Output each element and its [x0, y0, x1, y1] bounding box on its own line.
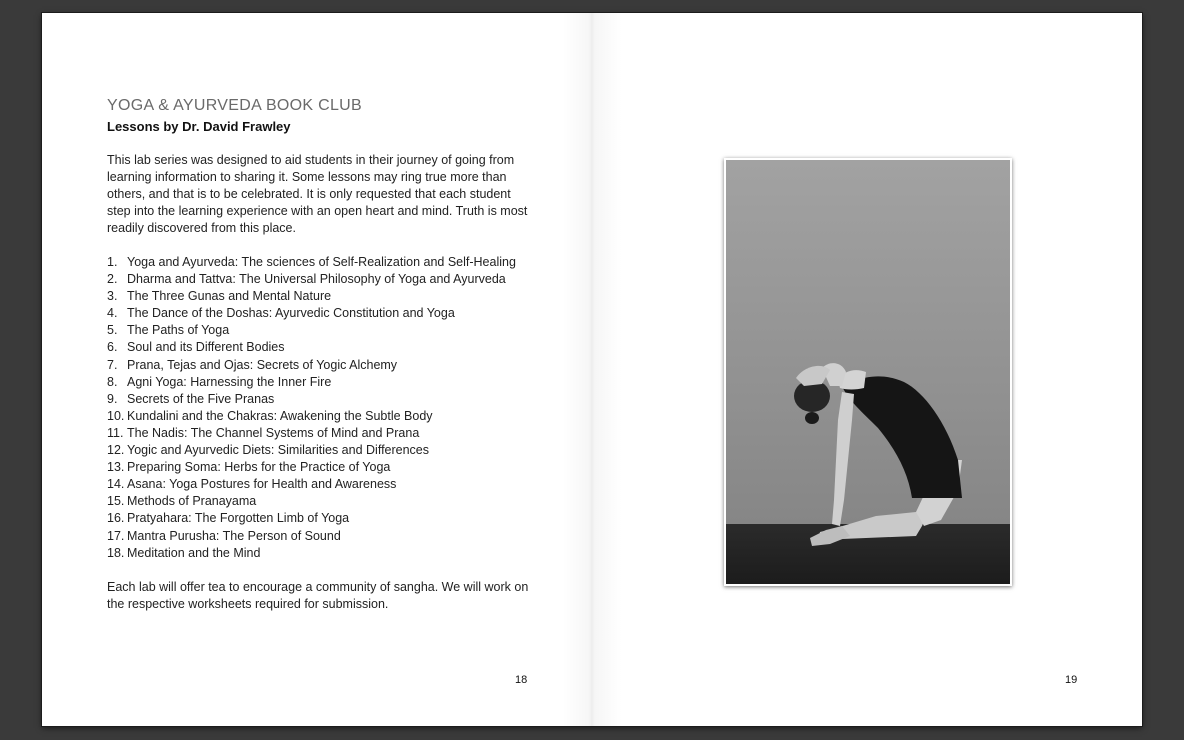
list-item [107, 528, 547, 545]
lesson-title: Yogic and Ayurvedic Diets: Similarities and Differences [127, 443, 430, 458]
page-subtitle: Lessons by Dr. David Frawley [107, 119, 291, 134]
book-spread [42, 13, 1142, 726]
list-item [107, 408, 547, 425]
list-item [107, 425, 547, 442]
page-number-right: 19 [1065, 674, 1078, 686]
lesson-number: 12. [107, 443, 125, 458]
lesson-number: 16. [107, 511, 125, 526]
lesson-number: 11. [107, 425, 124, 440]
lesson-number: 3. [107, 289, 118, 304]
lesson-number: 15. [107, 494, 125, 509]
lesson-number: 4. [107, 306, 118, 321]
list-item [107, 322, 547, 339]
list-item [107, 374, 547, 391]
lessons-list [107, 254, 547, 562]
page-number-left: 18 [515, 674, 528, 686]
lesson-title: Meditation and the Mind [127, 545, 261, 560]
yoga-photo-illustration [726, 160, 1010, 584]
lesson-title: Kundalini and the Chakras: Awakening the Subtle Body [127, 408, 433, 423]
list-item [107, 254, 547, 271]
lesson-title: The Nadis: The Channel Systems of Mind and Prana [127, 425, 420, 440]
lesson-number: 5. [107, 323, 118, 338]
lesson-number: 9. [107, 391, 118, 406]
lesson-title: The Paths of Yoga [127, 323, 230, 338]
lesson-title: Agni Yoga: Harnessing the Inner Fire [127, 374, 332, 389]
lesson-number: 8. [107, 374, 118, 389]
lesson-number: 14. [107, 477, 125, 492]
right-page [591, 13, 1142, 726]
list-item [107, 305, 547, 322]
lesson-number: 18. [107, 545, 125, 560]
lesson-number: 6. [107, 340, 118, 355]
lesson-title: Yoga and Ayurveda: The sciences of Self-Realization and Self-Healing [127, 255, 516, 269]
list-item [107, 391, 547, 408]
list-item [107, 493, 547, 510]
lesson-number: 2. [107, 272, 118, 287]
list-item [107, 339, 547, 356]
list-item [107, 545, 547, 562]
lesson-title: Dharma and Tattva: The Universal Philosophy of Yoga and Ayurveda [127, 272, 506, 287]
list-item [107, 442, 547, 459]
list-item [107, 459, 547, 476]
lesson-title: The Dance of the Doshas: Ayurvedic Constitution and Yoga [127, 306, 455, 321]
lesson-title: Secrets of the Five Pranas [127, 391, 275, 406]
lesson-number: 1. [107, 255, 118, 269]
closing-paragraph: Each lab will offer tea to encourage a community of sangha. We will work on the respective worksheets required for submission. [107, 580, 529, 612]
list-item [107, 510, 547, 527]
lesson-number: 10. [107, 408, 125, 423]
intro-paragraph: This lab series was designed to aid students in their journey of going from learning information to sharing it. Some lessons may ring true more than others, and that is to be celebrated. It is only requested that each student step into the learning experience with an open heart and mind. Truth is most readily discovered from this place. [107, 153, 528, 236]
lesson-title: Asana: Yoga Postures for Health and Awareness [127, 477, 397, 492]
page-title: YOGA & AYURVEDA BOOK CLUB [107, 97, 362, 114]
list-item [107, 476, 547, 493]
lesson-number: 13. [107, 460, 125, 475]
lesson-title: The Three Gunas and Mental Nature [127, 289, 332, 304]
lesson-title: Methods of Pranayama [127, 494, 257, 509]
list-item [107, 288, 547, 305]
lesson-title: Prana, Tejas and Ojas: Secrets of Yogic Alchemy [127, 357, 398, 372]
list-item [107, 357, 547, 374]
camel-pose-photo [724, 158, 1012, 586]
list-item [107, 271, 547, 288]
lesson-title: Pratyahara: The Forgotten Limb of Yoga [127, 511, 350, 526]
lesson-number: 17. [107, 528, 125, 543]
lesson-title: Soul and its Different Bodies [127, 340, 285, 355]
left-page [42, 13, 591, 726]
lesson-number: 7. [107, 357, 118, 372]
lesson-title: Preparing Soma: Herbs for the Practice of Yoga [127, 460, 391, 475]
lesson-title: Mantra Purusha: The Person of Sound [127, 528, 341, 543]
